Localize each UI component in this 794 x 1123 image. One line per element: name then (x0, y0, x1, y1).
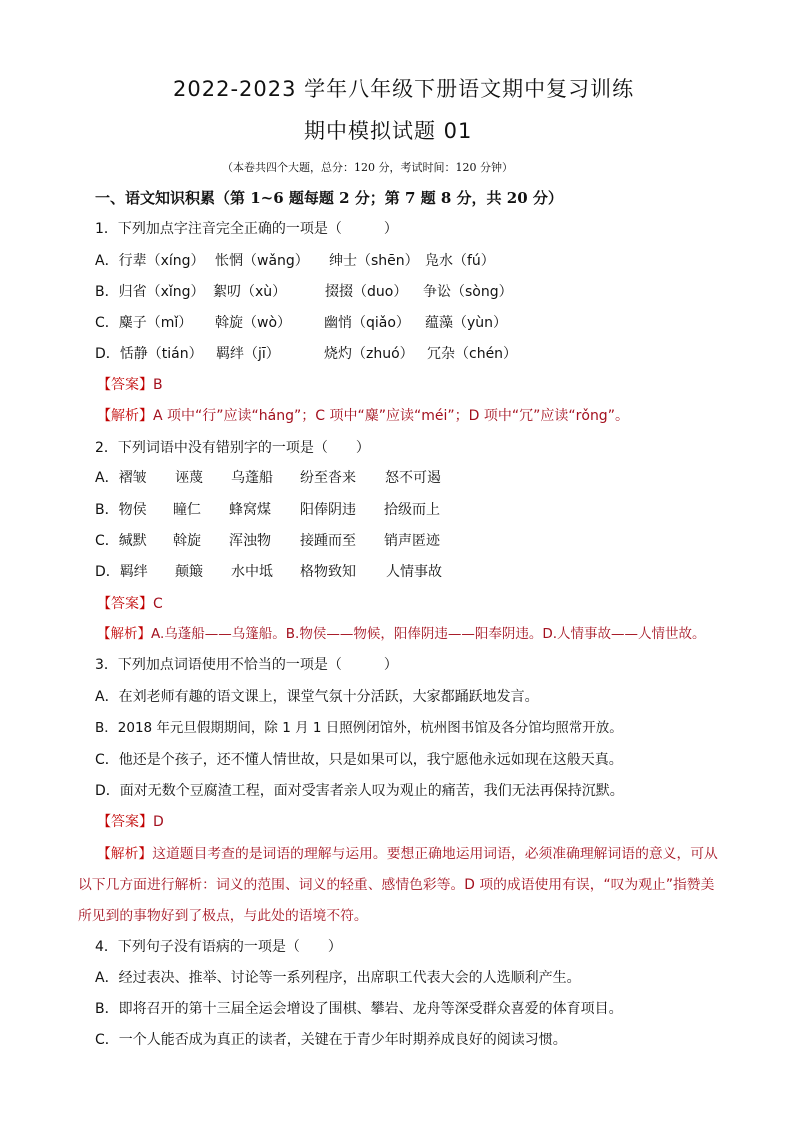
page-subtitle: 期中模拟试题 01 (304, 119, 473, 143)
answer-label: 【答案】 (97, 814, 153, 830)
analysis-label: 【解析】 (97, 626, 151, 642)
option-item: 浑浊物 (229, 533, 271, 549)
question-1-stem: 1．下列加点字注音完全正确的一项是（ ） (95, 221, 398, 237)
option-item: 幽悄（qiǎo） (324, 315, 410, 331)
option-item: A．行辈（xíng） (95, 253, 205, 269)
option-item: 凫水（fú） (425, 253, 495, 269)
option-item: 羁绊（jī） (216, 346, 280, 362)
option-item: 诬蔑 (175, 470, 203, 486)
q1-answer (97, 376, 163, 394)
q1-analysis (97, 407, 629, 425)
q2-option-c (95, 532, 715, 550)
question-4-stem: 4．下列句子没有语病的一项是（ ） (95, 939, 342, 955)
answer-value: C (153, 596, 163, 612)
q3-analysis-line-1 (97, 845, 718, 863)
q3-option-b: B．2018 年元旦假期期间，除 1 月 1 日照例闭馆外，杭州图书馆及各分馆均照常开放。 (95, 720, 623, 736)
option-item: 蕴藻（yùn） (425, 315, 508, 331)
page-title: 2022-2023 学年八年级下册语文期中复习训练 (173, 77, 635, 101)
option-item: 絮叨（xù） (213, 284, 287, 300)
option-item: 斡旋（wò） (215, 315, 292, 331)
q2-option-a (95, 469, 715, 487)
analysis-label: 【解析】 (97, 408, 153, 424)
option-item: 掇掇（duo） (325, 284, 408, 300)
option-item: 格物致知 (300, 564, 356, 580)
q2-option-b (95, 501, 715, 519)
q1-option-c (95, 314, 715, 332)
q3-answer (97, 813, 164, 831)
q4-option-a: A．经过表决、推举、讨论等一系列程序，出席职工代表大会的人选顺利产生。 (95, 970, 581, 986)
q3-option-d: D．面对无数个豆腐渣工程，面对受害者亲人叹为观止的痛苦，我们无法再保持沉默。 (95, 783, 624, 799)
answer-value: B (153, 377, 163, 393)
option-item: 阳俸阴违 (300, 502, 356, 518)
q3-analysis-line-2: 以下几方面进行解析：词义的范围、词义的轻重、感情色彩等。D 项的成语使用有误，“叹为观止”指赞美 (78, 877, 715, 893)
option-item: A．褶皱 (95, 470, 147, 486)
question-2-stem: 2．下列词语中没有错别字的一项是（ ） (95, 440, 370, 456)
option-item: 乌蓬船 (231, 470, 273, 486)
analysis-text: A.乌蓬船——乌篷船。B.物侯——物候，阳俸阴违——阳奉阴违。D.人情事故——人情世故。 (151, 626, 706, 642)
q2-option-d (95, 563, 715, 581)
option-item: 人情事故 (386, 564, 442, 580)
section-heading: 一、语文知识积累（第 1~6 题每题 2 分；第 7 题 8 分，共 20 分） (95, 189, 563, 207)
option-item: D．恬静（tián） (95, 346, 203, 362)
option-item: 冗杂（chén） (427, 346, 518, 362)
option-item: 烧灼（zhuó） (324, 346, 414, 362)
option-item: C．缄默 (95, 533, 147, 549)
option-item: 斡旋 (173, 533, 201, 549)
option-item: C．麋子（mǐ） (95, 315, 193, 331)
option-item: 争讼（sòng） (423, 284, 513, 300)
option-item: D．羁绊 (95, 564, 148, 580)
option-item: B．归省（xǐng） (95, 284, 205, 300)
option-item: 颠簸 (175, 564, 203, 580)
option-item: 纷至沓来 (300, 470, 356, 486)
option-item: 怒不可遏 (385, 470, 441, 486)
q1-option-d (95, 345, 715, 363)
answer-label: 【答案】 (97, 596, 153, 612)
analysis-text: A 项中“行”应读“háng”；C 项中“麋”应读“méi”；D 项中“冗”应读“rǒng”。 (153, 408, 629, 424)
option-item: 蜂窝煤 (229, 502, 271, 518)
option-item: B．物侯 (95, 502, 147, 518)
q3-analysis-line-3: 所见到的事物好到了极点，与此处的语境不符。 (78, 908, 368, 924)
option-item: 销声匿迹 (384, 533, 440, 549)
q1-option-a (95, 252, 715, 270)
analysis-label: 【解析】 (97, 846, 153, 862)
q4-option-c: C．一个人能否成为真正的读者，关键在于青少年时期养成良好的阅读习惯。 (95, 1032, 567, 1048)
question-3-stem: 3．下列加点词语使用不恰当的一项是（ ） (95, 657, 398, 673)
option-item: 绅士（shēn） (329, 253, 419, 269)
q1-option-b (95, 283, 715, 301)
q2-answer (97, 595, 163, 613)
q2-analysis (97, 625, 706, 643)
option-item: 拾级而上 (384, 502, 440, 518)
option-item: 怅惘（wǎng） (215, 253, 309, 269)
exam-note: （本卷共四个大题，总分：120 分，考试时间：120 分钟） (222, 161, 513, 174)
option-item: 接踵而至 (300, 533, 356, 549)
q3-option-c: C．他还是个孩子，还不懂人情世故，只是如果可以，我宁愿他永远如现在这般天真。 (95, 752, 623, 768)
q3-option-a: A．在刘老师有趣的语文课上，课堂气氛十分活跃，大家都踊跃地发言。 (95, 689, 539, 705)
analysis-text: 这道题目考查的是词语的理解与运用。要想正确地运用词语，必须准确理解词语的意义，可从 (152, 846, 718, 862)
q4-option-b: B．即将召开的第十三届全运会增设了围棋、攀岩、龙舟等深受群众喜爱的体育项目。 (95, 1001, 623, 1017)
answer-label: 【答案】 (97, 377, 153, 393)
answer-value: D (153, 814, 164, 830)
option-item: 瞳仁 (173, 502, 201, 518)
option-item: 水中坻 (231, 564, 273, 580)
